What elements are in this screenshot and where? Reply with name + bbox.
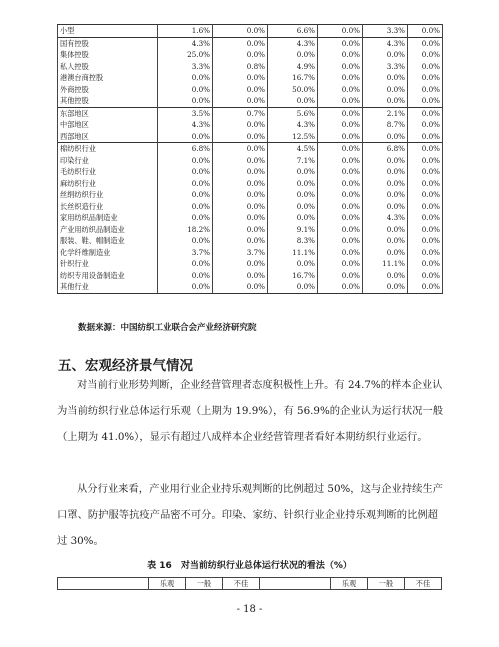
table-cell: 4.3% bbox=[363, 37, 408, 49]
table-cell: 0.0% bbox=[268, 49, 318, 61]
table-16 bbox=[57, 577, 442, 590]
table-cell: 0.0% bbox=[408, 178, 443, 190]
row-label: 针织行业 bbox=[58, 258, 158, 270]
table-cell: 0.0% bbox=[408, 119, 443, 131]
table-row bbox=[58, 25, 443, 38]
table-cell: 0.0% bbox=[318, 224, 363, 236]
table-cell: 0.0% bbox=[268, 258, 318, 270]
table-row bbox=[58, 235, 443, 247]
table-cell: 0.0% bbox=[318, 178, 363, 190]
table-cell: 0.0% bbox=[363, 224, 408, 236]
table-cell: 0.0% bbox=[318, 49, 363, 61]
table-cell: 4.5% bbox=[268, 143, 318, 155]
table-cell: 3.7% bbox=[158, 247, 213, 259]
table-cell: 6.8% bbox=[158, 143, 213, 155]
table-cell: 0.0% bbox=[408, 247, 443, 259]
table-row bbox=[58, 224, 443, 236]
row-label: 纺织专用设备制造业 bbox=[58, 270, 158, 282]
table-cell: 0.0% bbox=[318, 37, 363, 49]
table-cell: 0.0% bbox=[268, 95, 318, 107]
table-row bbox=[58, 72, 443, 84]
table-cell: 0.0% bbox=[158, 72, 213, 84]
data-source-note: 数据来源：中国纺织工业联合会产业经济研究院 bbox=[78, 323, 257, 333]
table-row bbox=[58, 258, 443, 270]
table-cell: 0.0% bbox=[363, 201, 408, 213]
table-cell: 0.0% bbox=[408, 107, 443, 119]
table-cell: 0.0% bbox=[408, 143, 443, 155]
row-label: 化学纤维制造业 bbox=[58, 247, 158, 259]
table-cell: 0.0% bbox=[213, 37, 268, 49]
table-cell: 3.7% bbox=[213, 247, 268, 259]
table-cell: 0.0% bbox=[408, 258, 443, 270]
row-label: 服装、鞋、帽制造业 bbox=[58, 235, 158, 247]
row-label: 中部地区 bbox=[58, 119, 158, 131]
table-16-header-cell: 一般 bbox=[368, 578, 405, 590]
table-16-header-cell: 不佳 bbox=[405, 578, 442, 590]
table-cell: 0.0% bbox=[213, 25, 268, 38]
table-cell: 0.0% bbox=[213, 131, 268, 143]
table-row bbox=[58, 189, 443, 201]
row-label: 外商控股 bbox=[58, 84, 158, 96]
table-row bbox=[58, 155, 443, 167]
table-cell: 0.0% bbox=[213, 281, 268, 293]
table-row bbox=[58, 166, 443, 178]
table-cell: 4.3% bbox=[268, 119, 318, 131]
table-cell: 0.0% bbox=[158, 235, 213, 247]
table-cell: 0.0% bbox=[363, 247, 408, 259]
table-cell: 4.3% bbox=[158, 37, 213, 49]
table-cell: 0.0% bbox=[408, 84, 443, 96]
table-cell: 0.0% bbox=[363, 95, 408, 107]
table-cell: 0.0% bbox=[268, 189, 318, 201]
row-label: 国有控股 bbox=[58, 37, 158, 49]
table-cell: 16.7% bbox=[268, 270, 318, 282]
table-cell: 0.0% bbox=[268, 178, 318, 190]
table-cell: 0.0% bbox=[363, 189, 408, 201]
table-cell: 0.0% bbox=[158, 281, 213, 293]
table-cell: 0.0% bbox=[158, 189, 213, 201]
table-cell: 3.3% bbox=[363, 25, 408, 38]
table-cell: 4.3% bbox=[158, 119, 213, 131]
row-label: 西部地区 bbox=[58, 131, 158, 143]
table-cell: 0.0% bbox=[318, 143, 363, 155]
table-cell: 0.0% bbox=[158, 84, 213, 96]
table-cell: 0.0% bbox=[318, 166, 363, 178]
table-cell: 0.0% bbox=[408, 212, 443, 224]
table-cell: 0.0% bbox=[408, 25, 443, 38]
table-cell: 0.0% bbox=[158, 270, 213, 282]
table-cell: 6.8% bbox=[363, 143, 408, 155]
table-cell: 0.0% bbox=[318, 25, 363, 38]
table-cell: 2.1% bbox=[363, 107, 408, 119]
table-cell: 0.0% bbox=[213, 49, 268, 61]
row-label: 东部地区 bbox=[58, 107, 158, 119]
table-cell: 0.8% bbox=[213, 61, 268, 73]
table-cell: 0.0% bbox=[213, 72, 268, 84]
table-cell: 0.0% bbox=[158, 155, 213, 167]
table-cell: 0.0% bbox=[158, 166, 213, 178]
table-cell: 0.0% bbox=[318, 107, 363, 119]
table-cell: 7.1% bbox=[268, 155, 318, 167]
table-cell: 0.0% bbox=[158, 258, 213, 270]
row-label: 长丝织造行业 bbox=[58, 201, 158, 213]
table-cell: 0.0% bbox=[213, 166, 268, 178]
table-row bbox=[58, 49, 443, 61]
table-cell: 3.5% bbox=[158, 107, 213, 119]
table-cell: 0.0% bbox=[408, 189, 443, 201]
table-row bbox=[58, 131, 443, 143]
table-cell: 0.0% bbox=[408, 281, 443, 293]
table-cell: 0.0% bbox=[213, 212, 268, 224]
table-cell: 3.3% bbox=[158, 61, 213, 73]
table-cell: 0.0% bbox=[318, 119, 363, 131]
table-row bbox=[58, 143, 443, 155]
table-row bbox=[58, 178, 443, 190]
table-cell: 0.0% bbox=[318, 201, 363, 213]
table-cell: 0.0% bbox=[213, 84, 268, 96]
table-row bbox=[58, 119, 443, 131]
data-table bbox=[57, 24, 443, 294]
row-label: 家用纺织品制造业 bbox=[58, 212, 158, 224]
table-cell: 0.0% bbox=[408, 235, 443, 247]
row-label: 私人控股 bbox=[58, 61, 158, 73]
table-cell: 0.0% bbox=[408, 224, 443, 236]
table-cell: 8.7% bbox=[363, 119, 408, 131]
row-label: 港澳台商控股 bbox=[58, 72, 158, 84]
table-row bbox=[58, 212, 443, 224]
table-cell: 11.1% bbox=[363, 258, 408, 270]
table-cell: 0.0% bbox=[213, 119, 268, 131]
table-cell: 0.0% bbox=[213, 95, 268, 107]
table-cell: 0.0% bbox=[363, 270, 408, 282]
table-cell: 0.0% bbox=[363, 166, 408, 178]
row-label: 小型 bbox=[58, 25, 158, 38]
table-cell: 0.0% bbox=[408, 201, 443, 213]
table-16-header-cell bbox=[260, 578, 331, 590]
paragraph-1: 对当前行业形势判断，企业经营管理者态度积极性上升。有 24.7%的样本企业认为当前纺织行业总体运行乐观（上期为 19.9%），有 56.9%的企业认为运行状况一般（上期为 41.0%），显示有超过八成样本企业经营管理者看好本期纺织行业运行。 bbox=[57, 379, 444, 443]
table-row bbox=[58, 84, 443, 96]
data-table-body bbox=[58, 25, 443, 294]
table-cell: 0.0% bbox=[268, 166, 318, 178]
table-cell: 11.1% bbox=[268, 247, 318, 259]
row-label: 集体控股 bbox=[58, 49, 158, 61]
table-cell: 0.0% bbox=[408, 155, 443, 167]
table-16-header-cell: 乐观 bbox=[331, 578, 368, 590]
table-cell: 0.0% bbox=[318, 270, 363, 282]
table-row bbox=[58, 95, 443, 107]
table-row bbox=[58, 270, 443, 282]
table-cell: 0.0% bbox=[408, 61, 443, 73]
table-cell: 0.0% bbox=[213, 155, 268, 167]
section-heading: 五、宏观经济景气情况 bbox=[58, 358, 193, 374]
row-label: 丝绢纺织行业 bbox=[58, 189, 158, 201]
table-cell: 0.0% bbox=[318, 212, 363, 224]
table-cell: 0.0% bbox=[408, 270, 443, 282]
table-cell: 0.0% bbox=[213, 224, 268, 236]
row-label: 印染行业 bbox=[58, 155, 158, 167]
row-label: 麻纺织行业 bbox=[58, 178, 158, 190]
table-cell: 1.6% bbox=[158, 25, 213, 38]
table-cell: 0.0% bbox=[213, 235, 268, 247]
row-label: 棉纺织行业 bbox=[58, 143, 158, 155]
table-16-header-row bbox=[58, 578, 442, 590]
row-label: 毛纺织行业 bbox=[58, 166, 158, 178]
table-cell: 0.0% bbox=[318, 131, 363, 143]
table-cell: 0.0% bbox=[158, 131, 213, 143]
table-cell: 0.0% bbox=[318, 235, 363, 247]
table-cell: 0.0% bbox=[408, 95, 443, 107]
table-cell: 0.0% bbox=[318, 155, 363, 167]
table-cell: 0.0% bbox=[363, 131, 408, 143]
table-cell: 0.0% bbox=[363, 235, 408, 247]
table-cell: 18.2% bbox=[158, 224, 213, 236]
table-cell: 0.0% bbox=[318, 61, 363, 73]
table-cell: 0.0% bbox=[318, 258, 363, 270]
table-cell: 0.0% bbox=[408, 131, 443, 143]
table-cell: 4.9% bbox=[268, 61, 318, 73]
table-cell: 16.7% bbox=[268, 72, 318, 84]
table-row bbox=[58, 201, 443, 213]
table-cell: 0.0% bbox=[408, 72, 443, 84]
table-cell: 0.0% bbox=[158, 201, 213, 213]
table-cell: 0.0% bbox=[318, 72, 363, 84]
table-cell: 0.0% bbox=[408, 166, 443, 178]
table-cell: 0.0% bbox=[363, 49, 408, 61]
table-row bbox=[58, 281, 443, 293]
table-cell: 50.0% bbox=[268, 84, 318, 96]
table-cell: 0.0% bbox=[318, 247, 363, 259]
row-label: 产业用纺织品制造业 bbox=[58, 224, 158, 236]
row-label: 其他行业 bbox=[58, 281, 158, 293]
table-cell: 0.0% bbox=[268, 201, 318, 213]
table-cell: 9.1% bbox=[268, 224, 318, 236]
table-cell: 0.0% bbox=[318, 281, 363, 293]
table-row bbox=[58, 247, 443, 259]
table-cell: 0.0% bbox=[363, 178, 408, 190]
table-cell: 6.6% bbox=[268, 25, 318, 38]
table-cell: 0.7% bbox=[213, 107, 268, 119]
table-cell: 0.0% bbox=[213, 143, 268, 155]
table-cell: 0.0% bbox=[363, 72, 408, 84]
table-cell: 0.0% bbox=[408, 37, 443, 49]
paragraph-2: 从分行业来看，产业用行业企业持乐观判断的比例超过 50%，这与企业持续生产口罩、防护服等抗疫产品密不可分。印染、家纺、针织行业企业持乐观判断的比例超过 30%。 bbox=[57, 483, 443, 547]
table-cell: 0.0% bbox=[158, 178, 213, 190]
table-row bbox=[58, 61, 443, 73]
table-cell: 5.6% bbox=[268, 107, 318, 119]
table-cell: 0.0% bbox=[363, 281, 408, 293]
table-cell: 0.0% bbox=[213, 258, 268, 270]
table-cell: 4.3% bbox=[268, 37, 318, 49]
page-number: - 18 - bbox=[236, 604, 263, 615]
table-cell: 0.0% bbox=[318, 84, 363, 96]
table-cell: 4.3% bbox=[363, 212, 408, 224]
table-16-header-cell bbox=[58, 578, 149, 590]
table-cell: 0.0% bbox=[213, 178, 268, 190]
table-16-caption: 表 16 对当前纺织行业总体运行状况的看法（%） bbox=[147, 561, 352, 571]
table-cell: 0.0% bbox=[408, 49, 443, 61]
table-cell: 0.0% bbox=[158, 212, 213, 224]
table-cell: 25.0% bbox=[158, 49, 213, 61]
table-cell: 3.3% bbox=[363, 61, 408, 73]
table-row bbox=[58, 37, 443, 49]
table-cell: 0.0% bbox=[363, 84, 408, 96]
table-cell: 0.0% bbox=[158, 95, 213, 107]
table-16-header-cell: 乐观 bbox=[149, 578, 186, 590]
table-16-header-cell: 不佳 bbox=[223, 578, 260, 590]
table-cell: 0.0% bbox=[363, 155, 408, 167]
table-cell: 12.5% bbox=[268, 131, 318, 143]
row-label: 其他控股 bbox=[58, 95, 158, 107]
table-cell: 0.0% bbox=[268, 212, 318, 224]
table-16-header-cell: 一般 bbox=[186, 578, 223, 590]
table-cell: 0.0% bbox=[268, 281, 318, 293]
table-cell: 0.0% bbox=[213, 189, 268, 201]
table-cell: 0.0% bbox=[213, 270, 268, 282]
table-cell: 0.0% bbox=[318, 189, 363, 201]
table-cell: 8.3% bbox=[268, 235, 318, 247]
table-cell: 0.0% bbox=[213, 201, 268, 213]
table-row bbox=[58, 107, 443, 119]
table-cell: 0.0% bbox=[318, 95, 363, 107]
